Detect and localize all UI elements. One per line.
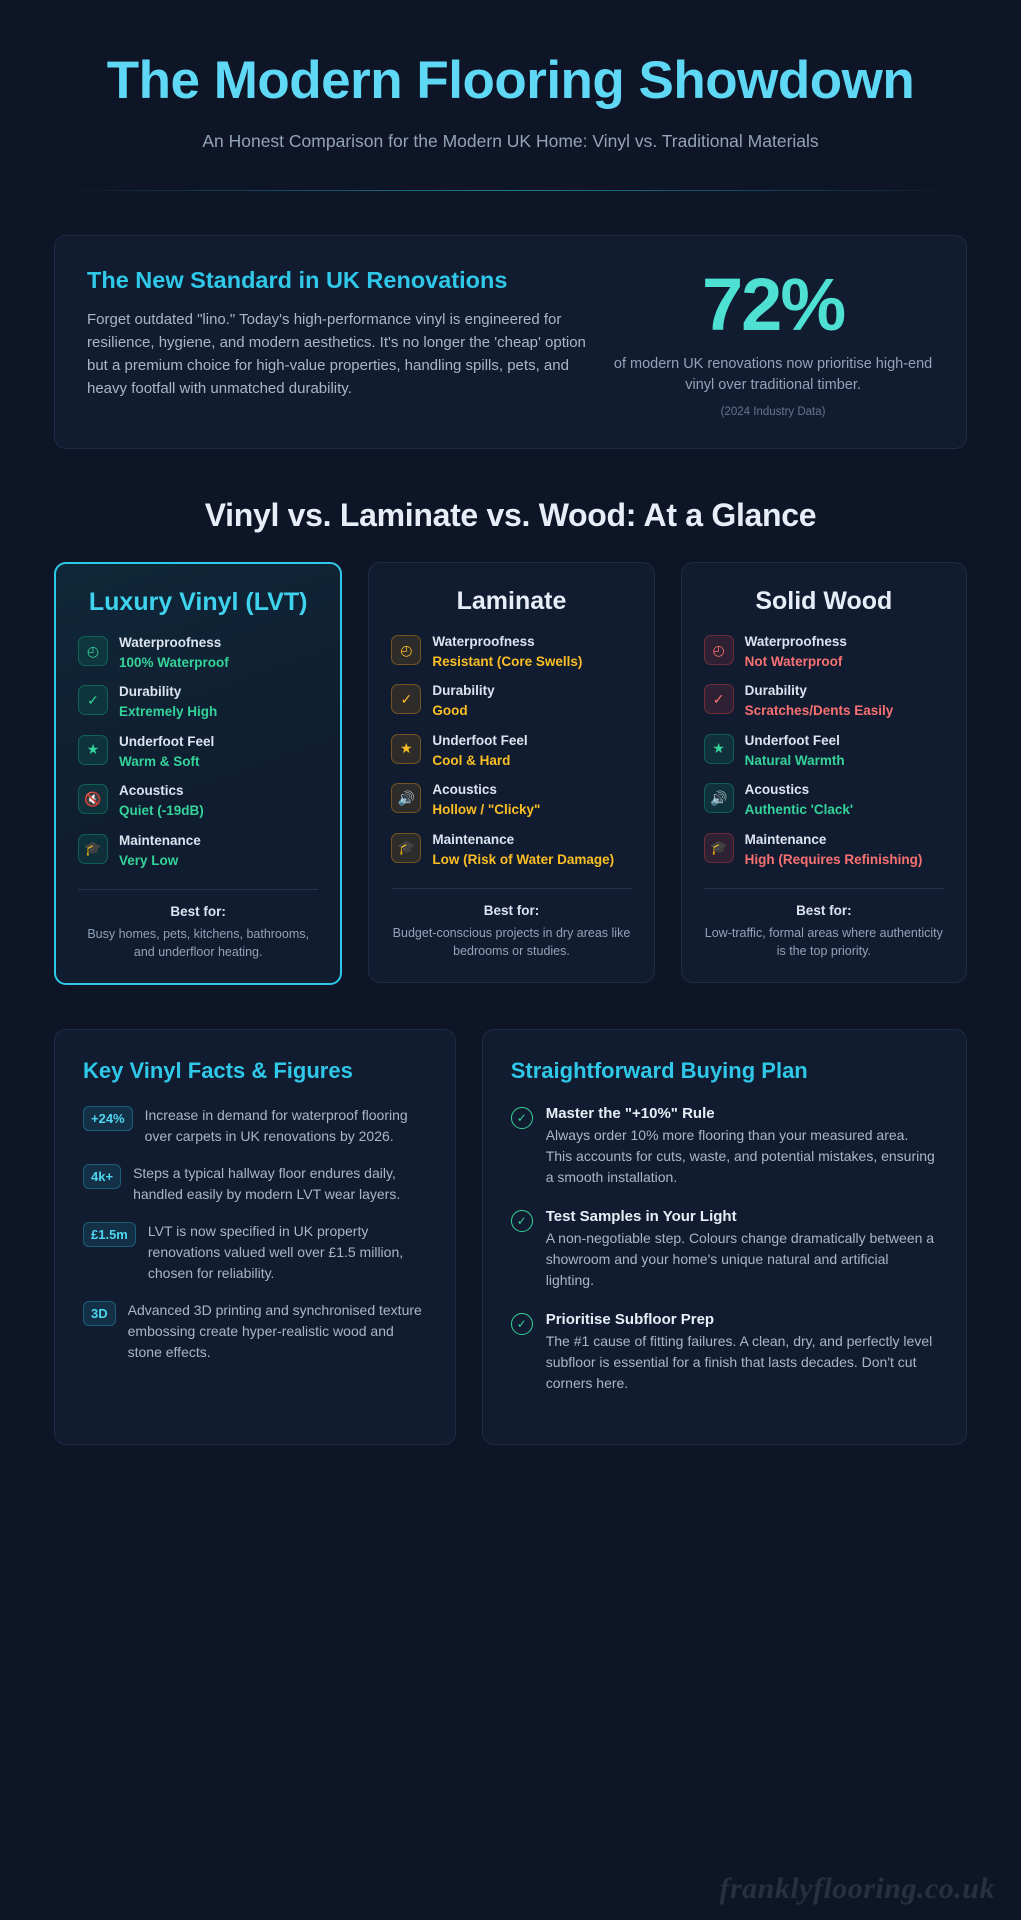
intro-card bbox=[54, 235, 967, 449]
star-icon: ★ bbox=[704, 734, 734, 764]
comparison-row-text bbox=[119, 833, 318, 869]
shield-icon: ✓ bbox=[391, 684, 421, 714]
comparison-row bbox=[704, 634, 944, 670]
comparison-row bbox=[391, 733, 631, 769]
plan-step-text bbox=[546, 1208, 938, 1291]
plan-heading: Straightforward Buying Plan bbox=[510, 1058, 808, 1084]
intro-text-block bbox=[87, 266, 586, 418]
comparison-card bbox=[368, 562, 654, 984]
comparison-card-title: Laminate bbox=[456, 586, 567, 615]
best-for-text: Budget-conscious projects in dry areas like bedrooms or studies. bbox=[392, 926, 631, 959]
plan-step-title: Prioritise Subfloor Prep bbox=[545, 1310, 715, 1328]
comparison-row-label: Underfoot Feel bbox=[119, 733, 215, 749]
mute-speaker-icon: 🔇 bbox=[78, 784, 108, 814]
fact-item bbox=[83, 1163, 427, 1205]
comparison-cards bbox=[54, 562, 967, 986]
comparison-row-text bbox=[432, 782, 631, 818]
comparison-row-value: Cool & Hard bbox=[432, 752, 511, 768]
comparison-row-text bbox=[432, 733, 631, 769]
fact-text: Steps a typical hallway floor endures daily, handled easily by modern LVT wear layers. bbox=[133, 1164, 401, 1202]
check-circle-icon: ✓ bbox=[511, 1313, 533, 1335]
facts-list bbox=[83, 1105, 427, 1363]
graduation-cap-icon: 🎓 bbox=[391, 833, 421, 863]
facts-heading: Key Vinyl Facts & Figures bbox=[83, 1058, 353, 1084]
shield-icon: ✓ bbox=[78, 685, 108, 715]
check-circle-icon: ✓ bbox=[511, 1107, 533, 1129]
comparison-row-text bbox=[119, 783, 318, 819]
header-divider bbox=[54, 190, 967, 191]
comparison-row-value: Warm & Soft bbox=[119, 753, 200, 769]
comparison-row-text bbox=[745, 832, 944, 868]
plan-step bbox=[511, 1208, 938, 1291]
comparison-row-text bbox=[432, 832, 631, 868]
comparison-row-label: Maintenance bbox=[432, 831, 515, 847]
comparison-row-text bbox=[745, 782, 944, 818]
plan-step-body: A non-negotiable step. Colours change dramatically between a showroom and your home's unique natural and artificial lighting. bbox=[545, 1229, 935, 1288]
graduation-cap-icon: 🎓 bbox=[78, 834, 108, 864]
comparison-row-label: Maintenance bbox=[119, 832, 201, 848]
intro-heading: The New Standard in UK Renovations bbox=[87, 266, 508, 293]
site-watermark: franklyflooring.co.uk bbox=[719, 1872, 995, 1905]
comparison-rows bbox=[391, 634, 631, 868]
page-title: The Modern Flooring Showdown bbox=[106, 51, 915, 110]
fact-item bbox=[83, 1300, 427, 1363]
fact-badge: +24% bbox=[83, 1106, 133, 1131]
headline-stat: 72% bbox=[702, 262, 845, 346]
clock-icon: ◴ bbox=[704, 635, 734, 665]
plan-step-body: The #1 cause of fitting failures. A clean, dry, and perfectly level subfloor is essential for a finish that lasts decades. Don't cut corners here. bbox=[545, 1332, 933, 1391]
comparison-card-title: Luxury Vinyl (LVT) bbox=[88, 587, 308, 616]
comparison-row-text bbox=[745, 683, 944, 719]
comparison-row-value: Low (Risk of Water Damage) bbox=[432, 851, 615, 867]
comparison-row-value: Not Waterproof bbox=[744, 653, 843, 669]
speaker-icon: 🔊 bbox=[391, 783, 421, 813]
comparison-row-label: Underfoot Feel bbox=[744, 732, 840, 748]
comparison-rows bbox=[78, 635, 318, 869]
intro-paragraph: Forget outdated "lino." Today's high-performance vinyl is engineered for resilience, hygiene, and modern aesthetics. It's no longer the 'cheap' option but a premium choice for high-value properties, handling spills, pets, and heavy footfall with unmatched durability. bbox=[87, 310, 586, 398]
shield-icon: ✓ bbox=[704, 684, 734, 714]
comparison-row-label: Durability bbox=[744, 683, 807, 699]
best-for-label: Best for: bbox=[170, 904, 226, 920]
comparison-row bbox=[78, 783, 318, 819]
best-for-block bbox=[78, 889, 318, 961]
fact-badge: 4k+ bbox=[83, 1164, 121, 1189]
page-subtitle: An Honest Comparison for the Modern UK Home: Vinyl vs. Traditional Materials bbox=[202, 131, 819, 151]
comparison-row-value: Authentic 'Clack' bbox=[744, 802, 854, 818]
comparison-row-label: Acoustics bbox=[432, 782, 497, 798]
comparison-card bbox=[681, 562, 967, 984]
fact-item bbox=[83, 1221, 427, 1284]
plan-step-title: Test Samples in Your Light bbox=[545, 1207, 737, 1225]
comparison-row bbox=[704, 733, 944, 769]
headline-stat-source: (2024 Industry Data) bbox=[720, 405, 826, 418]
comparison-row-text bbox=[745, 733, 944, 769]
clock-icon: ◴ bbox=[391, 635, 421, 665]
comparison-row bbox=[704, 832, 944, 868]
comparison-card bbox=[54, 562, 342, 986]
comparison-row-text bbox=[432, 683, 631, 719]
fact-badge: 3D bbox=[83, 1301, 116, 1326]
comparison-row bbox=[391, 634, 631, 670]
best-for-text: Low-traffic, formal areas where authenticity is the top priority. bbox=[704, 926, 943, 959]
comparison-row bbox=[704, 782, 944, 818]
comparison-row-text bbox=[119, 684, 318, 720]
comparison-row-value: High (Requires Refinishing) bbox=[744, 851, 923, 867]
buying-plan-panel bbox=[482, 1029, 967, 1444]
star-icon: ★ bbox=[391, 734, 421, 764]
fact-text: Increase in demand for waterproof flooring over carpets in UK renovations by 2026. bbox=[144, 1106, 408, 1144]
comparison-row-label: Acoustics bbox=[119, 783, 184, 799]
speaker-icon: 🔊 bbox=[704, 783, 734, 813]
comparison-row bbox=[704, 683, 944, 719]
plan-step bbox=[511, 1105, 938, 1188]
bottom-panels bbox=[54, 1029, 967, 1484]
comparison-row-value: Very Low bbox=[119, 852, 179, 868]
comparison-row-label: Acoustics bbox=[744, 782, 810, 798]
comparison-row bbox=[391, 683, 631, 719]
comparison-row-label: Waterproofness bbox=[119, 635, 222, 651]
comparison-row-label: Waterproofness bbox=[744, 634, 847, 650]
page-content bbox=[10, 10, 1011, 1485]
comparison-row-text bbox=[745, 634, 944, 670]
plan-step-text bbox=[546, 1311, 938, 1394]
fact-text: LVT is now specified in UK property renovations valued well over £1.5 million, chosen for reliability. bbox=[147, 1222, 404, 1281]
plan-step-body: Always order 10% more flooring than your measured area. This accounts for cuts, waste, and potential mistakes, ensuring a smooth installation. bbox=[545, 1126, 935, 1185]
comparison-section-title: Vinyl vs. Laminate vs. Wood: At a Glance bbox=[204, 496, 817, 533]
comparison-row bbox=[78, 635, 318, 671]
comparison-row bbox=[78, 734, 318, 770]
comparison-row-text bbox=[432, 634, 631, 670]
comparison-rows bbox=[704, 634, 944, 868]
plan-step bbox=[511, 1311, 938, 1394]
best-for-block bbox=[391, 888, 631, 960]
facts-panel bbox=[54, 1029, 456, 1444]
comparison-row-value: Hollow / "Clicky" bbox=[432, 802, 541, 818]
comparison-row-value: Extremely High bbox=[119, 704, 218, 720]
comparison-card-title: Solid Wood bbox=[755, 586, 893, 615]
comparison-row-value: Scratches/Dents Easily bbox=[744, 703, 894, 719]
comparison-row-label: Durability bbox=[432, 683, 495, 699]
plan-steps-list bbox=[511, 1105, 938, 1394]
intro-stat-block bbox=[612, 262, 934, 418]
comparison-row bbox=[391, 782, 631, 818]
plan-step-title: Master the "+10%" Rule bbox=[545, 1104, 715, 1122]
comparison-row bbox=[78, 684, 318, 720]
comparison-row-label: Underfoot Feel bbox=[432, 732, 528, 748]
fact-text: Advanced 3D printing and synchronised texture embossing create hyper-realistic wood and stone effects. bbox=[127, 1301, 422, 1360]
comparison-row bbox=[391, 832, 631, 868]
fact-item bbox=[83, 1105, 427, 1147]
best-for-label: Best for: bbox=[483, 903, 540, 919]
graduation-cap-icon: 🎓 bbox=[704, 833, 734, 863]
comparison-row bbox=[78, 833, 318, 869]
comparison-row-value: 100% Waterproof bbox=[119, 654, 229, 670]
comparison-row-label: Durability bbox=[119, 684, 182, 700]
fact-badge: £1.5m bbox=[83, 1222, 136, 1247]
comparison-row-value: Quiet (-19dB) bbox=[119, 803, 204, 819]
comparison-row-value: Good bbox=[432, 703, 468, 719]
best-for-text: Busy homes, pets, kitchens, bathrooms, and underfloor heating. bbox=[87, 927, 309, 960]
comparison-row-value: Resistant (Core Swells) bbox=[432, 653, 583, 669]
comparison-row-label: Waterproofness bbox=[432, 634, 535, 650]
clock-icon: ◴ bbox=[78, 636, 108, 666]
check-circle-icon: ✓ bbox=[511, 1210, 533, 1232]
comparison-row-text bbox=[119, 635, 318, 671]
best-for-block bbox=[704, 888, 944, 960]
best-for-label: Best for: bbox=[796, 903, 852, 919]
plan-step-text bbox=[546, 1105, 938, 1188]
comparison-row-label: Maintenance bbox=[744, 831, 827, 847]
comparison-row-text bbox=[119, 734, 318, 770]
headline-stat-caption: of modern UK renovations now prioritise high-end vinyl over traditional timber. bbox=[613, 355, 933, 393]
star-icon: ★ bbox=[78, 735, 108, 765]
comparison-row-value: Natural Warmth bbox=[744, 752, 845, 768]
